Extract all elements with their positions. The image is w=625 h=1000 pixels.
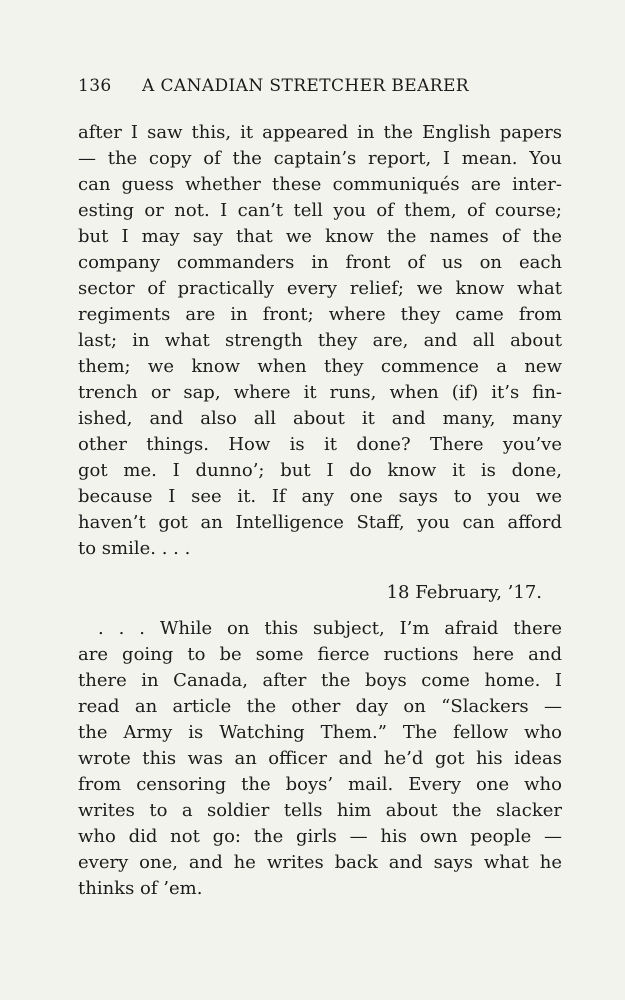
text-line: wrote this was an officer and he’d got his ideas bbox=[78, 748, 562, 769]
text-line: from censoring the boys’ mail. Every one who bbox=[78, 774, 562, 795]
text-line: esting or not. I can’t tell you of them, of course; bbox=[78, 200, 562, 221]
text-line: there in Canada, after the boys come home. I bbox=[78, 670, 562, 691]
text-line: who did not go: the girls — his own people — bbox=[78, 826, 562, 847]
text-line: read an article the other day on “Slackers — bbox=[78, 696, 562, 717]
text-line: trench or sap, where it runs, when (if) it’s fin- bbox=[78, 382, 562, 403]
dateline: 18 February, ’17. bbox=[386, 582, 542, 603]
text-line: sector of practically every relief; we know what bbox=[78, 278, 562, 299]
text-line: regiments are in front; where they came from bbox=[78, 304, 562, 325]
text-line: are going to be some fierce ructions here and bbox=[78, 644, 562, 665]
paragraph-2 bbox=[78, 616, 562, 902]
text-line: because I see it. If any one says to you we bbox=[78, 486, 562, 507]
text-line: them; we know when they commence a new bbox=[78, 356, 562, 377]
text-line: ished, and also all about it and many, many bbox=[78, 408, 562, 429]
text-line: thinks of ’em. bbox=[78, 878, 203, 899]
text-line: writes to a soldier tells him about the slacker bbox=[78, 800, 562, 821]
text-line: company commanders in front of us on each bbox=[78, 252, 562, 273]
page-number: 136 bbox=[78, 76, 112, 96]
text-line: to smile. . . . bbox=[78, 538, 191, 559]
running-title: A CANADIAN STRETCHER BEARER bbox=[142, 76, 469, 96]
text-line: last; in what strength they are, and all about bbox=[78, 330, 562, 351]
text-line: haven’t got an Intelligence Staff, you can afford bbox=[78, 512, 562, 533]
running-head bbox=[78, 76, 558, 96]
text-line: every one, and he writes back and says what he bbox=[78, 852, 562, 873]
text-line: can guess whether these communiqués are inter- bbox=[78, 174, 562, 195]
text-line: but I may say that we know the names of the bbox=[78, 226, 562, 247]
text-line: after I saw this, it appeared in the English papers bbox=[78, 122, 562, 143]
text-line: — the copy of the captain’s report, I mean. You bbox=[78, 148, 562, 169]
paragraph-1 bbox=[78, 120, 562, 562]
text-line: got me. I dunno’; but I do know it is done, bbox=[78, 460, 562, 481]
text-line: other things. How is it done? There you’ve bbox=[78, 434, 562, 455]
text-line: the Army is Watching Them.” The fellow who bbox=[78, 722, 562, 743]
text-line: . . . While on this subject, I’m afraid there bbox=[98, 618, 562, 639]
